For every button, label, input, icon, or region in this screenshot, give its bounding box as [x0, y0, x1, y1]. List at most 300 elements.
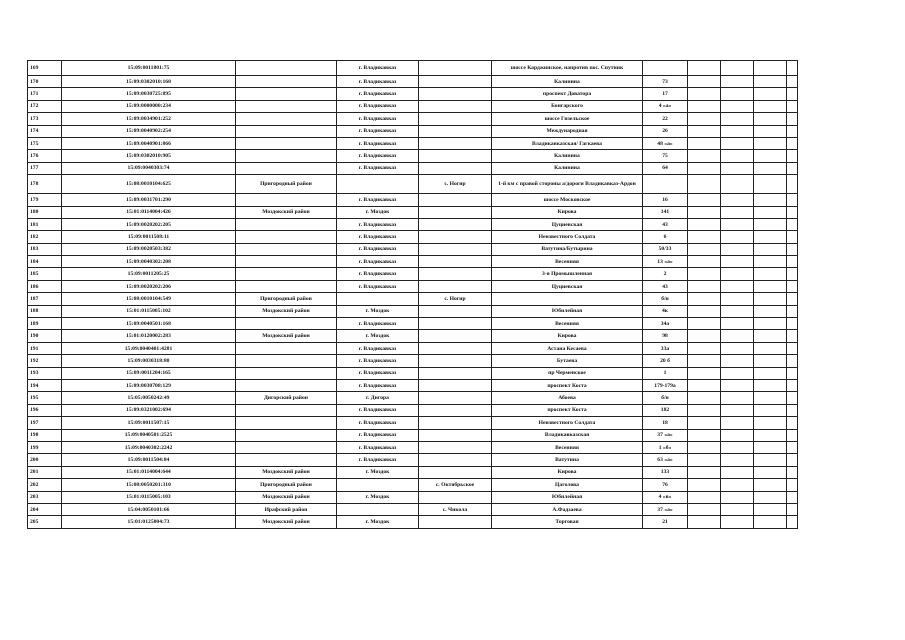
district-cell: Дигорский район [236, 392, 337, 404]
district-cell [236, 88, 337, 100]
street-cell: пр Черменское [492, 367, 643, 379]
cadastral-number-cell: 15:01:0114004:644 [62, 466, 236, 478]
house-number-cell: 43 [643, 218, 688, 230]
empty-cell [787, 318, 798, 330]
village-cell [419, 125, 492, 137]
district-cell [236, 429, 337, 441]
empty-cell [754, 76, 787, 88]
table-row [28, 454, 798, 466]
row-number-cell: 184 [28, 256, 62, 268]
district-cell [236, 194, 337, 206]
cadastral-number-cell: 15:09:0011205:25 [62, 268, 236, 280]
row-number-cell: 169 [28, 61, 62, 76]
empty-cell [721, 100, 754, 112]
village-cell [419, 466, 492, 478]
cadastral-number-cell: 15:09:0000000:234 [62, 100, 236, 112]
street-cell: шоссе Московское [492, 194, 643, 206]
district-cell: Моздокский район [236, 516, 337, 528]
row-number-cell: 185 [28, 268, 62, 280]
empty-cell [787, 206, 798, 218]
village-cell: с. Ногир [419, 293, 492, 305]
district-cell [236, 218, 337, 230]
table-row [28, 175, 798, 194]
city-cell: г. Владикавказ [337, 379, 419, 391]
district-cell: Моздокский район [236, 206, 337, 218]
empty-cell [754, 330, 787, 342]
house-number-cell: 21 [643, 516, 688, 528]
table-row [28, 367, 798, 379]
house-number-cell: 50/33 [643, 243, 688, 255]
empty-cell [787, 256, 798, 268]
table-row [28, 293, 798, 305]
district-cell [236, 150, 337, 162]
table-row [28, 392, 798, 404]
street-cell: Юбилейная [492, 491, 643, 503]
empty-cell [721, 206, 754, 218]
table-row [28, 466, 798, 478]
table-row [28, 404, 798, 416]
cadastral-number-cell: 15:09:0302010:905 [62, 150, 236, 162]
city-cell: г. Владикавказ [337, 454, 419, 466]
street-cell: шоссе Гизельское [492, 113, 643, 125]
village-cell [419, 162, 492, 174]
city-cell: г. Владикавказ [337, 318, 419, 330]
district-cell [236, 231, 337, 243]
city-cell: г. Владикавказ [337, 441, 419, 453]
cadastral-number-cell: 15:04:0050101:66 [62, 503, 236, 515]
city-cell: г. Владикавказ [337, 137, 419, 149]
row-number-cell: 197 [28, 417, 62, 429]
village-cell [419, 330, 492, 342]
street-cell: Владикавказская [492, 429, 643, 441]
empty-cell [688, 268, 721, 280]
empty-cell [754, 150, 787, 162]
street-cell: шоссе Карджинское, напротив пос. Спутник [492, 61, 643, 76]
table-row [28, 441, 798, 453]
empty-cell [754, 100, 787, 112]
empty-cell [688, 293, 721, 305]
empty-cell [721, 175, 754, 194]
house-number-cell: 4 «а» [643, 100, 688, 112]
district-cell [236, 113, 337, 125]
house-number-cell: 16 [643, 194, 688, 206]
village-cell [419, 256, 492, 268]
district-cell [236, 454, 337, 466]
city-cell: г. Моздок [337, 330, 419, 342]
empty-cell [754, 218, 787, 230]
empty-cell [787, 88, 798, 100]
empty-cell [787, 392, 798, 404]
row-number-cell: 196 [28, 404, 62, 416]
district-cell [236, 280, 337, 292]
street-cell: проспект Коста [492, 404, 643, 416]
cadastral-number-cell: 15:09:0030725:895 [62, 88, 236, 100]
street-cell: Калинина [492, 76, 643, 88]
cadastral-number-cell: 15:09:0020503:382 [62, 243, 236, 255]
district-cell [236, 367, 337, 379]
row-number-cell: 202 [28, 479, 62, 491]
house-number-cell: 182 [643, 404, 688, 416]
city-cell: г. Владикавказ [337, 404, 419, 416]
empty-cell [721, 280, 754, 292]
empty-cell [721, 194, 754, 206]
table-row [28, 268, 798, 280]
empty-cell [787, 113, 798, 125]
city-cell: г. Владикавказ [337, 280, 419, 292]
empty-cell [688, 243, 721, 255]
village-cell [419, 305, 492, 317]
street-cell: Весенняя [492, 256, 643, 268]
village-cell [419, 231, 492, 243]
house-number-cell: 2 [643, 268, 688, 280]
city-cell: г. Моздок [337, 466, 419, 478]
street-cell [492, 293, 643, 305]
empty-cell [787, 379, 798, 391]
village-cell [419, 516, 492, 528]
house-number-cell: 43 [643, 280, 688, 292]
row-number-cell: 182 [28, 231, 62, 243]
street-cell: Юбилейная [492, 305, 643, 317]
table-row [28, 305, 798, 317]
house-number-cell: 17 [643, 88, 688, 100]
empty-cell [787, 175, 798, 194]
village-cell [419, 150, 492, 162]
table-row [28, 150, 798, 162]
village-cell [419, 137, 492, 149]
cadastral-number-cell: 15:09:0034901:252 [62, 113, 236, 125]
district-cell [236, 404, 337, 416]
house-number-cell [643, 175, 688, 194]
empty-cell [721, 76, 754, 88]
village-cell [419, 218, 492, 230]
row-number-cell: 170 [28, 76, 62, 88]
district-cell [236, 342, 337, 354]
house-number-cell: б/н [643, 392, 688, 404]
empty-cell [754, 367, 787, 379]
city-cell: г. Моздок [337, 491, 419, 503]
empty-cell [688, 162, 721, 174]
district-cell [236, 268, 337, 280]
cadastral-number-cell: 15:08:0050201:310 [62, 479, 236, 491]
empty-cell [721, 466, 754, 478]
row-number-cell: 203 [28, 491, 62, 503]
village-cell [419, 379, 492, 391]
empty-cell [688, 392, 721, 404]
street-cell: Бонгарского [492, 100, 643, 112]
empty-cell [787, 293, 798, 305]
city-cell [337, 479, 419, 491]
cadastral-number-cell: 15:09:0011801:75 [62, 61, 236, 76]
empty-cell [688, 429, 721, 441]
house-number-cell: 73 [643, 76, 688, 88]
street-cell: Владикавказская/ Гагкаева [492, 137, 643, 149]
city-cell: г. Владикавказ [337, 194, 419, 206]
table-row [28, 330, 798, 342]
empty-cell [688, 280, 721, 292]
house-number-cell: 63 «а» [643, 454, 688, 466]
cadastral-number-cell: 15:09:0030708:129 [62, 379, 236, 391]
empty-cell [688, 100, 721, 112]
table-row [28, 280, 798, 292]
empty-cell [787, 100, 798, 112]
city-cell: г. Дигора [337, 392, 419, 404]
empty-cell [721, 218, 754, 230]
empty-cell [754, 125, 787, 137]
street-cell: Ватутина/Бутырина [492, 243, 643, 255]
street-cell: Торговая [492, 516, 643, 528]
empty-cell [754, 392, 787, 404]
empty-cell [754, 162, 787, 174]
empty-cell [754, 305, 787, 317]
empty-cell [754, 491, 787, 503]
row-number-cell: 200 [28, 454, 62, 466]
empty-cell [688, 342, 721, 354]
village-cell [419, 429, 492, 441]
house-number-cell: 4к [643, 305, 688, 317]
row-number-cell: 176 [28, 150, 62, 162]
village-cell [419, 206, 492, 218]
village-cell [419, 194, 492, 206]
row-number-cell: 179 [28, 194, 62, 206]
table-row [28, 113, 798, 125]
house-number-cell: 1 [643, 367, 688, 379]
house-number-cell: 133 [643, 466, 688, 478]
village-cell: с. Чикола [419, 503, 492, 515]
empty-cell [721, 516, 754, 528]
village-cell [419, 88, 492, 100]
empty-cell [787, 491, 798, 503]
cadastral-number-cell: 15:08:0010104:549 [62, 293, 236, 305]
empty-cell [688, 491, 721, 503]
table-row [28, 516, 798, 528]
village-cell [419, 367, 492, 379]
empty-cell [721, 454, 754, 466]
empty-cell [688, 404, 721, 416]
district-cell [236, 125, 337, 137]
street-cell: Ватутина [492, 454, 643, 466]
empty-cell [688, 125, 721, 137]
cadastral-number-cell: 15:09:0020202:205 [62, 218, 236, 230]
row-number-cell: 177 [28, 162, 62, 174]
row-number-cell: 192 [28, 355, 62, 367]
row-number-cell: 204 [28, 503, 62, 515]
empty-cell [721, 113, 754, 125]
city-cell: г. Владикавказ [337, 218, 419, 230]
cadastral-number-cell: 15:01:0125004:73 [62, 516, 236, 528]
empty-cell [688, 318, 721, 330]
empty-cell [787, 367, 798, 379]
empty-cell [721, 88, 754, 100]
row-number-cell: 188 [28, 305, 62, 317]
empty-cell [754, 206, 787, 218]
city-cell: г. Владикавказ [337, 76, 419, 88]
cadastral-number-cell: 15:09:0011507:15 [62, 417, 236, 429]
empty-cell [754, 404, 787, 416]
empty-cell [721, 417, 754, 429]
empty-cell [721, 330, 754, 342]
row-number-cell: 180 [28, 206, 62, 218]
table-row [28, 318, 798, 330]
empty-cell [787, 137, 798, 149]
empty-cell [721, 293, 754, 305]
street-cell: А.Фадзаева [492, 503, 643, 515]
empty-cell [787, 429, 798, 441]
empty-cell [688, 417, 721, 429]
street-cell: Весенняя [492, 318, 643, 330]
empty-cell [688, 479, 721, 491]
street-cell: Кирова [492, 466, 643, 478]
empty-cell [721, 355, 754, 367]
empty-cell [688, 61, 721, 76]
city-cell: г. Владикавказ [337, 162, 419, 174]
empty-cell [754, 231, 787, 243]
district-cell: Моздокский район [236, 305, 337, 317]
house-number-cell: 34а [643, 318, 688, 330]
table-row [28, 355, 798, 367]
house-number-cell: 37 «а» [643, 503, 688, 515]
city-cell: г. Владикавказ [337, 243, 419, 255]
empty-cell [754, 355, 787, 367]
city-cell [337, 175, 419, 194]
empty-cell [721, 367, 754, 379]
village-cell [419, 113, 492, 125]
cadastral-number-cell: 15:09:0040501:168 [62, 318, 236, 330]
district-cell: Моздокский район [236, 330, 337, 342]
empty-cell [688, 466, 721, 478]
cadastral-number-cell: 15:09:0302010:160 [62, 76, 236, 88]
cadastral-number-cell: 15:09:0040902:254 [62, 125, 236, 137]
empty-cell [787, 342, 798, 354]
house-number-cell: 4 «в» [643, 491, 688, 503]
empty-cell [787, 516, 798, 528]
city-cell: г. Владикавказ [337, 100, 419, 112]
city-cell: г. Владикавказ [337, 231, 419, 243]
street-cell: Астана Кесаева [492, 342, 643, 354]
table-row [28, 429, 798, 441]
village-cell [419, 491, 492, 503]
city-cell: г. Владикавказ [337, 355, 419, 367]
house-number-cell: 75 [643, 150, 688, 162]
cadastral-number-cell: 15:09:0040401:4281 [62, 342, 236, 354]
empty-cell [688, 88, 721, 100]
village-cell [419, 243, 492, 255]
house-number-cell: 1 «б» [643, 441, 688, 453]
street-cell: 1-й км с правой стороны а/дороги Владикавказ-Ардон [492, 175, 643, 194]
empty-cell [721, 268, 754, 280]
registry-table [27, 60, 798, 529]
house-number-cell: 20 б [643, 355, 688, 367]
city-cell: г. Моздок [337, 305, 419, 317]
district-cell: Моздокский район [236, 466, 337, 478]
empty-cell [754, 88, 787, 100]
cadastral-number-cell: 15:05:0050242:49 [62, 392, 236, 404]
empty-cell [688, 206, 721, 218]
table-row [28, 194, 798, 206]
city-cell: г. Владикавказ [337, 268, 419, 280]
row-number-cell: 181 [28, 218, 62, 230]
district-cell: Ирафский район [236, 503, 337, 515]
empty-cell [787, 231, 798, 243]
village-cell [419, 392, 492, 404]
empty-cell [754, 61, 787, 76]
row-number-cell: 178 [28, 175, 62, 194]
house-number-cell: 6 [643, 231, 688, 243]
house-number-cell: б/н [643, 293, 688, 305]
empty-cell [721, 125, 754, 137]
table-row [28, 100, 798, 112]
empty-cell [721, 243, 754, 255]
district-cell [236, 379, 337, 391]
city-cell: г. Владикавказ [337, 417, 419, 429]
empty-cell [754, 113, 787, 125]
empty-cell [688, 76, 721, 88]
empty-cell [787, 218, 798, 230]
village-cell: с. Ногир [419, 175, 492, 194]
empty-cell [787, 162, 798, 174]
table-row [28, 76, 798, 88]
street-cell: Калинина [492, 162, 643, 174]
empty-cell [787, 61, 798, 76]
house-number-cell: 22 [643, 113, 688, 125]
empty-cell [688, 516, 721, 528]
empty-cell [688, 194, 721, 206]
empty-cell [754, 516, 787, 528]
house-number-cell: 13 «а» [643, 256, 688, 268]
empty-cell [688, 441, 721, 453]
cadastral-number-cell: 15:09:0031701:290 [62, 194, 236, 206]
empty-cell [721, 479, 754, 491]
empty-cell [754, 342, 787, 354]
empty-cell [754, 175, 787, 194]
table-row [28, 491, 798, 503]
empty-cell [754, 429, 787, 441]
district-cell [236, 61, 337, 76]
empty-cell [688, 113, 721, 125]
house-number-cell: 179-179а [643, 379, 688, 391]
empty-cell [721, 256, 754, 268]
city-cell: г. Владикавказ [337, 61, 419, 76]
street-cell: проспект Коста [492, 379, 643, 391]
empty-cell [688, 256, 721, 268]
empty-cell [754, 454, 787, 466]
empty-cell [721, 392, 754, 404]
row-number-cell: 205 [28, 516, 62, 528]
row-number-cell: 199 [28, 441, 62, 453]
district-cell [236, 162, 337, 174]
city-cell: г. Владикавказ [337, 342, 419, 354]
empty-cell [688, 367, 721, 379]
cadastral-number-cell: 15:01:0115005:103 [62, 491, 236, 503]
empty-cell [721, 137, 754, 149]
empty-cell [688, 503, 721, 515]
row-number-cell: 173 [28, 113, 62, 125]
empty-cell [688, 379, 721, 391]
row-number-cell: 186 [28, 280, 62, 292]
empty-cell [754, 243, 787, 255]
row-number-cell: 175 [28, 137, 62, 149]
street-cell: Цуциевская [492, 280, 643, 292]
street-cell: Неизвестного Солдата [492, 231, 643, 243]
empty-cell [721, 404, 754, 416]
table-row [28, 206, 798, 218]
row-number-cell: 201 [28, 466, 62, 478]
empty-cell [787, 125, 798, 137]
city-cell: г. Владикавказ [337, 367, 419, 379]
street-cell: Кирова [492, 330, 643, 342]
cadastral-number-cell: 15:09:0011508:11 [62, 231, 236, 243]
cadastral-number-cell: 15:09:0020202:206 [62, 280, 236, 292]
empty-cell [688, 454, 721, 466]
